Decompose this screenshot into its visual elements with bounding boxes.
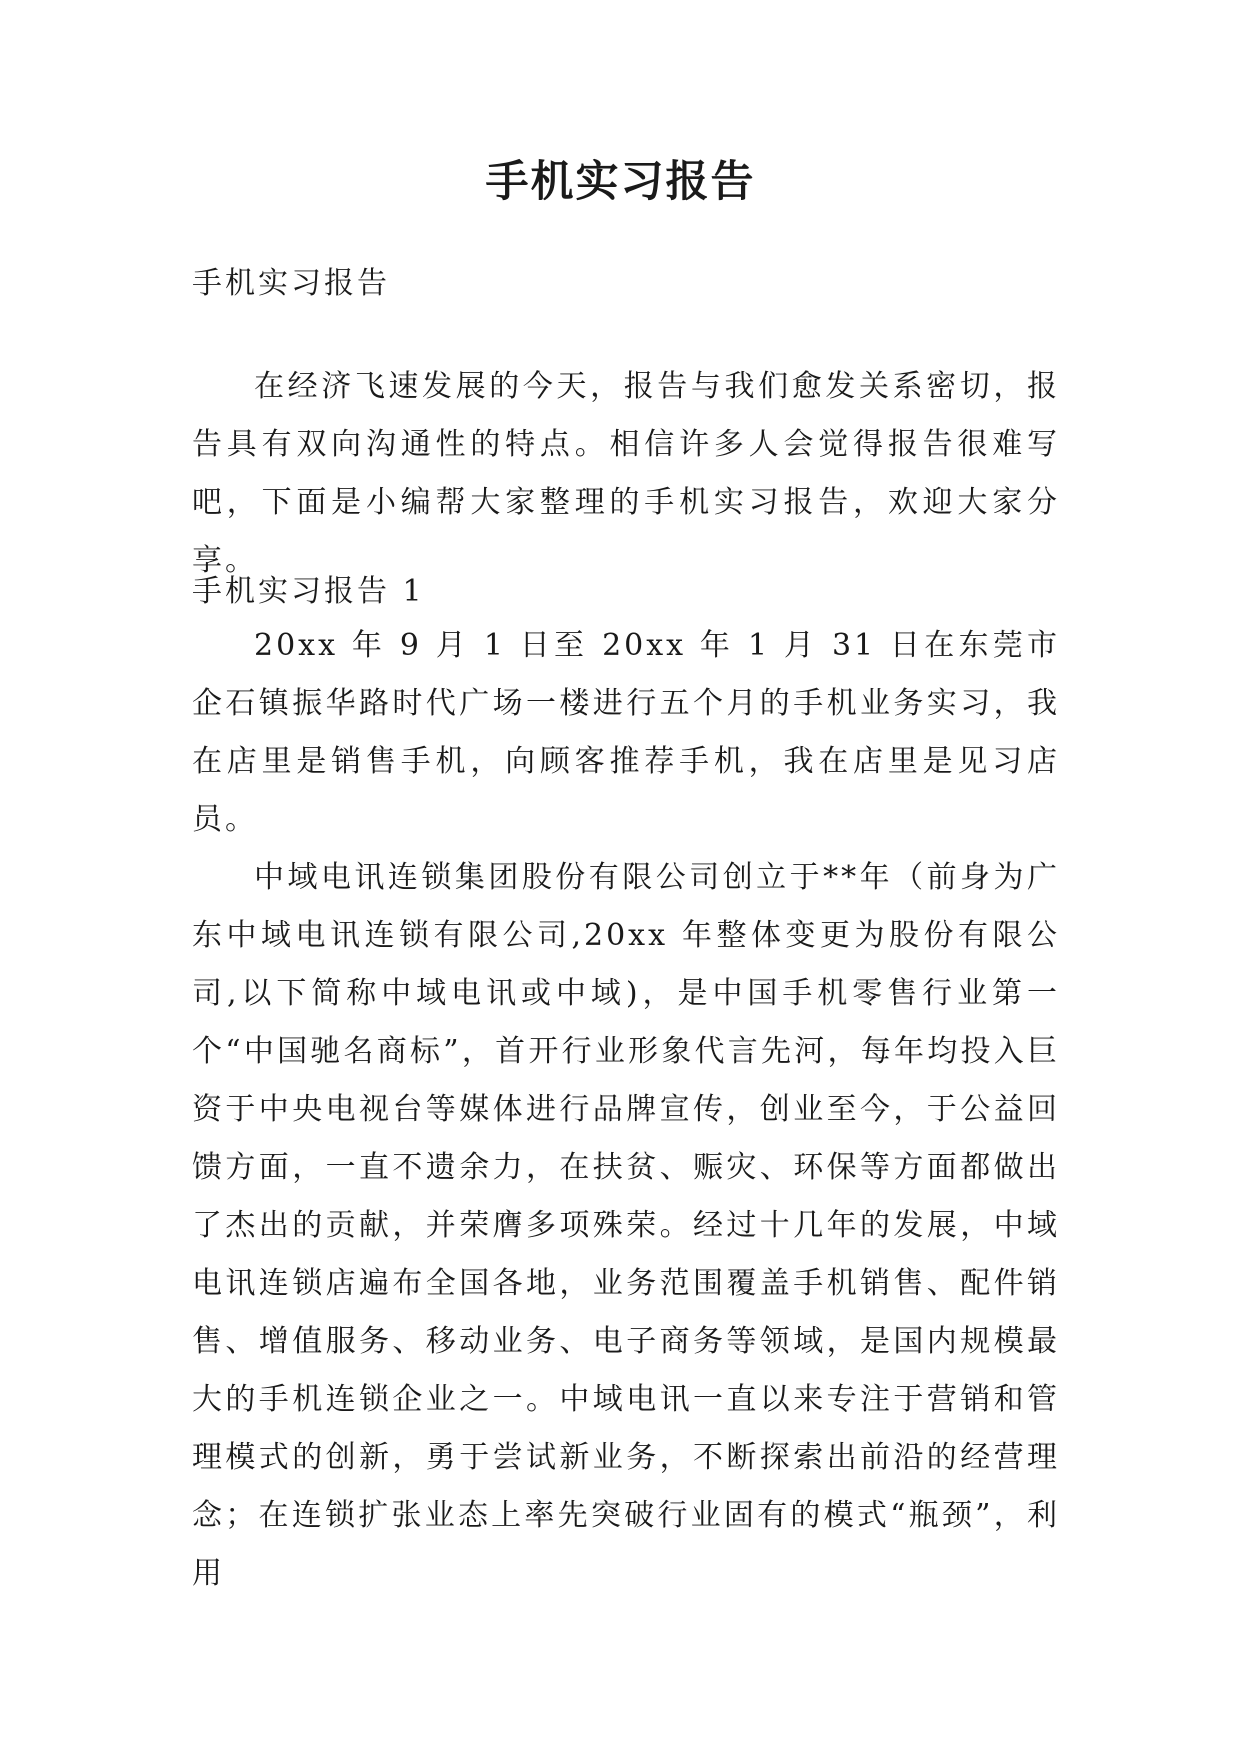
section-heading: 手机实习报告 1 — [192, 574, 425, 609]
body-paragraph: 20xx 年 9 月 1 日至 20xx 年 1 月 31 日在东莞市企石镇振华路时代广场一楼进行五个月的手机业务实习，我在店里是销售手机，向顾客推荐手机，我在店里是见习店员。 — [192, 628, 1060, 837]
document-subtitle: 手机实习报告 — [192, 266, 390, 301]
intro-section — [192, 358, 1060, 590]
body-paragraph: 中域电讯连锁集团股份有限公司创立于**年（前身为广东中域电讯连锁有限公司,20xx 年整体变更为股份有限公司,以下简称中域电讯或中域)，是中国手机零售行业第一个“中国驰名商标”，首开行业形象代言先河，每年均投入巨资于中央电视台等媒体进行品牌宣传，创业至今，于公益回馈方面，一直不遗余力，在扶贫、赈灾、环保等方面都做出了杰出的贡献，并荣膺多项殊荣。经过十几年的发展，中域电讯连锁店遍布全国各地，业务范围覆盖手机销售、配件销售、增值服务、移动业务、电子商务等领域，是国内规模最大的手机连锁企业之一。中域电讯一直以来专注于营销和管理模式的创新，勇于尝试新业务，不断探索出前沿的经营理念；在连锁扩张业态上率先突破行业固有的模式“瓶颈”，利用 — [192, 860, 1060, 1591]
intro-paragraph: 在经济飞速发展的今天，报告与我们愈发关系密切，报告具有双向沟通性的特点。相信许多人会觉得报告很难写吧，下面是小编帮大家整理的手机实习报告，欢迎大家分享。 — [192, 369, 1060, 578]
section-body — [192, 617, 1060, 1603]
document-title: 手机实习报告 — [485, 157, 756, 207]
